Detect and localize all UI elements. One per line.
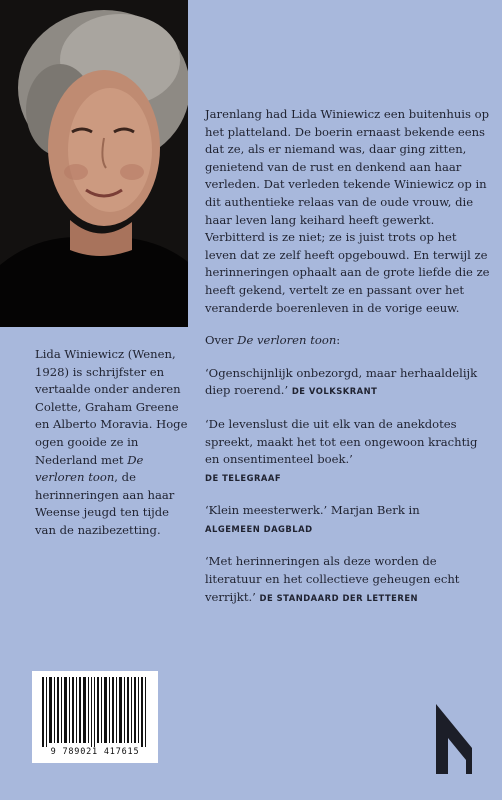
reviews-intro-post: : — [336, 333, 341, 348]
review-source: DE VOLKSKRANT — [291, 386, 378, 397]
review-source: DE STANDAARD DER LETTEREN — [259, 592, 419, 603]
review-quote — [205, 502, 490, 538]
review-quote — [205, 365, 490, 401]
isbn-barcode — [32, 671, 158, 763]
review-quote-text: ‘Klein meesterwerk.’ Marjan Berk in — [205, 503, 420, 518]
review-source: ALGEMEEN DAGBLAD — [205, 523, 313, 534]
review-quote — [205, 553, 490, 607]
review-quote-text: ‘Met herinneringen als deze worden de literatuur en het collectieve geheugen echt verrijkt.’ — [205, 554, 460, 604]
review-source: DE TELEGRAAF — [205, 472, 282, 483]
review-quote-text: ‘De levenslust die uit elk van de anekdotes spreekt, maakt het tot een ongewoon krachtig en onsentimenteel boek.’ — [205, 416, 478, 467]
reviews-intro-title: De verloren toon — [237, 333, 337, 348]
author-bio-pre: Lida Winiewicz (Wenen, 1928) is schrijfster en vertaalde onder anderen Colette, Graham Greene en Alberto Moravia. Hoge ogen gooide ze in Nederland met — [35, 347, 188, 467]
author-bio — [35, 346, 193, 540]
reviews-intro-pre: Over — [205, 333, 238, 348]
reviews-intro — [205, 332, 490, 350]
review-quote-text: ‘Ogenschijnlijk onbezorgd, maar herhaaldelijk diep roerend.’ — [205, 365, 478, 398]
review-quote — [205, 416, 490, 487]
author-bio-text — [35, 346, 193, 540]
author-bio-post: , de herinneringen aan haar Weense jeugd ten tijde van de nazibezetting. — [35, 470, 175, 537]
author-portrait-image — [0, 0, 188, 327]
blurb-column — [205, 106, 490, 622]
publisher-logo-icon — [432, 696, 478, 776]
blurb-text: Jarenlang had Lida Winiewicz een buitenhuis op het platteland. De boerin ernaast bekende eens dat ze, als er niemand was, daar ging zitten, genietend van de rust en denkend aan haar verleden. Dat verleden tekende Winiewicz op in dit authentieke relaas van de oude vrouw, die haar leven lang keihard heeft gewerkt. Verbitterd is ze niet; ze is juist trots op het leven dat ze zelf heeft opgebouwd. En terwijl ze herinneringen ophaalt aan de grote liefde die ze heeft gekend, vertelt ze en passant over het veranderde boerenleven in de vorige eeuw. — [205, 107, 490, 315]
author-bio-book-title: De verloren toon — [35, 452, 144, 485]
isbn-number: 9 789021 417615 — [50, 747, 140, 757]
author-portrait-photo — [0, 0, 188, 327]
